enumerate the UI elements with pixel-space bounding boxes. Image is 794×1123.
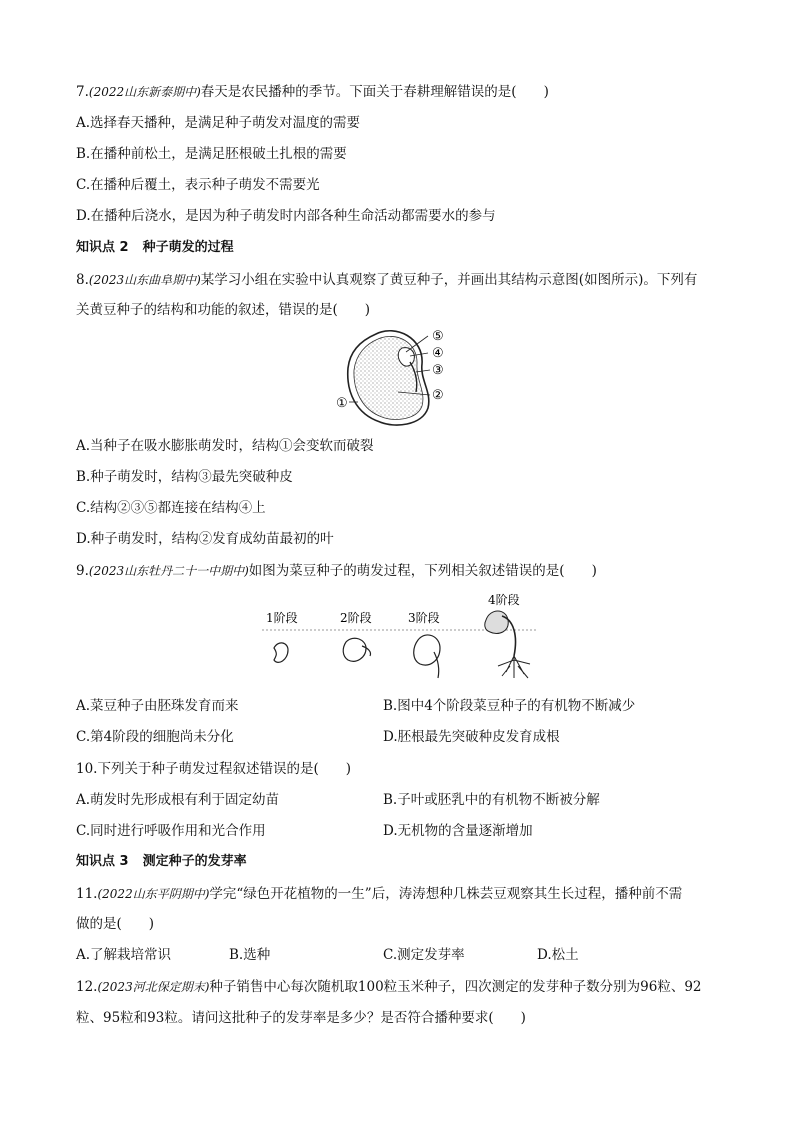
q10-option-b: B.子叶或胚乳中的有机物不断被分解 xyxy=(383,792,600,808)
q7-number: 7. xyxy=(76,84,89,100)
q12-source: (2023河北保定期末) xyxy=(97,980,210,994)
q9-option-a: A.菜豆种子由胚珠发育而来 xyxy=(76,698,239,714)
q8-option-b: B.种子萌发时，结构③最先突破种皮 xyxy=(76,469,293,485)
q7-stem xyxy=(76,82,549,102)
q11-stem-line2: 做的是( ) xyxy=(76,916,155,932)
q7-option-a: A.选择春天播种，是满足种子萌发对温度的需要 xyxy=(76,115,361,131)
label-4: ④ xyxy=(432,346,444,361)
q9-text: 如图为菜豆种子的萌发过程，下列相关叙述错误的是( ) xyxy=(248,563,597,579)
q10-option-c: C.同时进行呼吸作用和光合作用 xyxy=(76,823,266,839)
stage-4-leaves xyxy=(485,611,508,634)
q10-option-a: A.萌发时先形成根有利于固定幼苗 xyxy=(76,792,280,808)
q8-option-c: C.结构②③⑤都连接在结构④上 xyxy=(76,500,266,516)
q7-option-c: C.在播种后覆土，表示种子萌发不需要光 xyxy=(76,177,320,193)
label-5: ⑤ xyxy=(432,329,444,344)
q11-option-b: B.选种 xyxy=(229,947,271,963)
q7-source: (2022山东新泰期中) xyxy=(88,85,201,99)
q8-option-a: A.当种子在吸水膨胀萌发时，结构①会变软而破裂 xyxy=(76,438,374,454)
q9-stem xyxy=(76,561,597,581)
stage-3-label: 3阶段 xyxy=(408,611,440,625)
q12-number: 12. xyxy=(76,979,98,995)
q11-option-d: D.松土 xyxy=(537,947,579,963)
q8-stem-line2: 关黄豆种子的结构和功能的叙述，错误的是( ) xyxy=(76,302,371,318)
q8-text-1: 某学习小组在实验中认真观察了黄豆种子，并画出其结构示意图(如图所示)。下列有 xyxy=(200,272,698,288)
q11-text-1: 学完“绿色开花植物的一生”后，涛涛想种几株芸豆观察其生长过程，播种前不需 xyxy=(209,886,683,902)
q8-stem-line1 xyxy=(76,270,697,290)
q11-option-c: C.测定发芽率 xyxy=(383,947,465,963)
stage-2-seed xyxy=(343,638,366,661)
label-2: ② xyxy=(432,388,444,403)
q12-stem-line1 xyxy=(76,977,702,997)
germination-stages-figure xyxy=(262,590,538,680)
q9-number: 9. xyxy=(76,563,89,579)
q10-number: 10. xyxy=(76,761,98,777)
q9-option-d: D.胚根最先突破种皮发育成根 xyxy=(383,729,560,745)
q8-source: (2023山东曲阜期中) xyxy=(88,273,201,287)
label-3: ③ xyxy=(432,363,444,378)
q11-stem-line1 xyxy=(76,884,682,904)
q9-option-b: B.图中4个阶段菜豆种子的有机物不断减少 xyxy=(383,698,636,714)
q7-option-b: B.在播种前松土，是满足胚根破土扎根的需要 xyxy=(76,146,347,162)
q8-number: 8. xyxy=(76,272,89,288)
q7-option-d: D.在播种后浇水，是因为种子萌发时内部各种生命活动都需要水的参与 xyxy=(76,208,496,224)
soybean-seed-figure xyxy=(336,322,466,430)
q11-option-a: A.了解栽培常识 xyxy=(76,947,172,963)
stage-2-label: 2阶段 xyxy=(340,611,372,625)
section-2-label: 知识点 2 xyxy=(76,240,129,255)
q12-stem-line2: 粒、95粒和93粒。请问这批种子的发芽率是多少？是否符合播种要求( ) xyxy=(76,1010,526,1026)
q7-text: 春天是农民播种的季节。下面关于春耕理解错误的是( ) xyxy=(200,84,549,100)
label-1: ① xyxy=(336,396,348,411)
q9-source: (2023山东牡丹二十一中期中) xyxy=(88,564,249,578)
section-heading-3 xyxy=(76,852,247,872)
stage-4-roots xyxy=(498,656,530,678)
q10-text: 下列关于种子萌发过程叙述错误的是( ) xyxy=(97,761,352,777)
stage-1-label: 1阶段 xyxy=(266,611,298,625)
stage-3-seed xyxy=(414,635,440,665)
q10-option-d: D.无机物的含量逐渐增加 xyxy=(383,823,533,839)
section-2-title: 种子萌发的过程 xyxy=(142,240,234,255)
q9-option-c: C.第4阶段的细胞尚未分化 xyxy=(76,729,234,745)
cotyledon-shape xyxy=(354,336,423,419)
q8-option-d: D.种子萌发时，结构②发育成幼苗最初的叶 xyxy=(76,531,334,547)
q12-text-1: 种子销售中心每次随机取100粒玉米种子，四次测定的发芽种子数分别为96粒、92 xyxy=(209,979,702,995)
section-3-label: 知识点 3 xyxy=(76,854,129,869)
section-heading-2 xyxy=(76,238,234,258)
stage-1-seed xyxy=(274,643,288,662)
q11-number: 11. xyxy=(76,886,98,902)
stage-4-label: 4阶段 xyxy=(488,593,520,607)
q10-stem xyxy=(76,759,351,779)
q11-source: (2022山东平阴期中) xyxy=(97,887,210,901)
section-3-title: 测定种子的发芽率 xyxy=(142,854,247,869)
